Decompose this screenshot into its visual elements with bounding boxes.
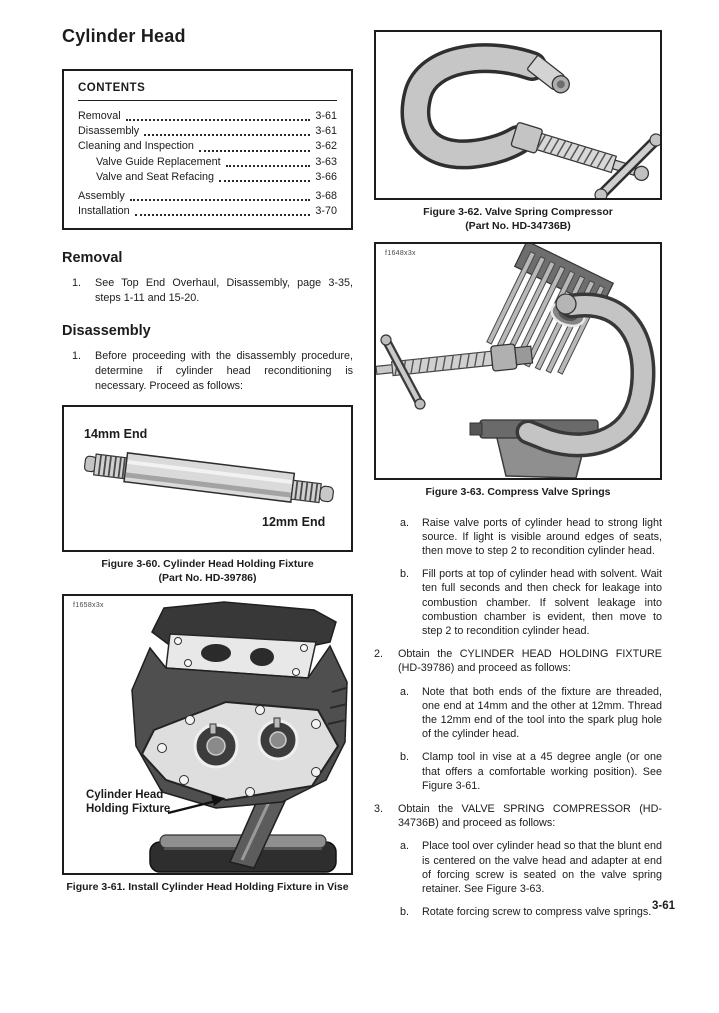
disassembly-heading: Disassembly — [62, 323, 151, 340]
step-number: 1. — [72, 350, 82, 363]
toc-label: Removal — [78, 110, 121, 122]
figure-3-60 — [62, 405, 353, 585]
substep-text: Raise valve ports of cylinder head to strong light source. If light is visible around edges of seats, then move to step 2 to recondition cylinder head. — [422, 516, 662, 557]
toc-entry-removal — [78, 109, 337, 124]
page-title: Cylinder Head — [62, 26, 186, 46]
disassembly-section — [62, 323, 353, 393]
caption-line-2: (Part No. HD-39786) — [158, 571, 257, 584]
substep-letter: a. — [400, 840, 410, 853]
contents-heading: CONTENTS — [78, 77, 337, 101]
step-number: 2. — [374, 648, 384, 661]
figure-3-61-caption: Figure 3-61. Install Cylinder Head Holding Fixture in Vise — [66, 881, 349, 894]
toc-label: Installation — [78, 205, 130, 218]
label-14mm-end: 14mm End — [84, 427, 148, 442]
removal-section — [62, 250, 353, 306]
substep-2b — [400, 750, 662, 793]
cylinder-head-in-vise-drawing — [64, 596, 351, 873]
toc-label: Assembly — [78, 190, 125, 203]
left-column — [62, 26, 353, 895]
figure-3-63 — [374, 242, 662, 500]
substep-text: Clamp tool in vise at a 45 degree angle (or one that offers a comfortable working position). See Figure 3-61. — [422, 751, 662, 792]
caption-line-2: (Part No. HD-34736B) — [465, 219, 571, 232]
substep-letter: b. — [400, 568, 410, 581]
figure-3-60-caption — [62, 558, 353, 585]
toc-entry-installation — [78, 204, 337, 219]
substep-text: Place tool over cylinder head so that the blunt end is centered on the valve head and adapter at end of forcing screw is seated on the valve spring retainer. See Figure 3-63. — [422, 840, 662, 895]
step-text: See Top End Overhaul, Disassembly, page 3-35, steps 1-11 and 15-20. — [95, 277, 353, 305]
toc-entry-assembly — [78, 189, 337, 204]
callout-line-1: Cylinder Head — [86, 789, 164, 802]
caption-line-1: Figure 3-60. Cylinder Head Holding Fixture — [101, 558, 314, 571]
photo-code: f1648x3x — [385, 250, 416, 257]
step-text: Obtain the CYLINDER HEAD HOLDING FIXTURE (HD-39786) and proceed as follows: — [398, 648, 662, 675]
step-3 — [374, 802, 662, 830]
photo-code: f1658x3x — [73, 602, 104, 610]
substep-3a — [400, 839, 662, 896]
toc-label: Valve and Seat Refacing — [96, 170, 215, 183]
figure-3-61-frame — [62, 594, 353, 875]
dot-leader — [144, 134, 310, 136]
toc-entry-valve-guide-replacement — [78, 155, 337, 170]
figure-3-63-frame — [374, 242, 662, 480]
disassembly-step-1 — [62, 349, 353, 393]
callout-line-2: Holding Fixture — [86, 803, 171, 816]
dot-leader — [126, 119, 311, 121]
removal-step-1 — [62, 276, 353, 306]
toc-entry-cleaning-inspection — [78, 139, 337, 154]
dot-leader — [199, 150, 311, 152]
toc-label: Valve Guide Replacement — [96, 155, 221, 168]
label-12mm-end: 12mm End — [262, 515, 326, 530]
toc-page: 3-61 — [315, 110, 337, 122]
removal-heading: Removal — [62, 250, 123, 267]
toc-page: 3-70 — [315, 205, 337, 218]
step-text: Before proceeding with the disassembly procedure, determine if cylinder head reconditioning is necessary. Proceed as follows: — [95, 350, 353, 392]
page-number: 3-61 — [651, 900, 675, 912]
figure-3-62-caption — [374, 206, 662, 233]
step-number: 3. — [374, 802, 384, 815]
substep-2a — [400, 685, 662, 742]
compress-valve-springs-drawing — [376, 244, 660, 478]
substep-letter: a. — [400, 685, 410, 698]
forcing-screw — [511, 122, 652, 187]
dot-leader — [130, 199, 311, 201]
figure-3-61 — [62, 594, 353, 895]
substep-letter: b. — [400, 751, 410, 764]
substep-1a — [400, 516, 662, 559]
toc-label: Cleaning and Inspection — [78, 140, 194, 153]
figure-3-62-frame — [374, 30, 662, 200]
dot-leader — [135, 214, 311, 216]
toc-page: 3-68 — [315, 190, 337, 203]
figure-3-60-frame — [62, 405, 353, 552]
toc-entry-valve-seat-refacing — [78, 170, 337, 185]
hex-rod — [83, 448, 335, 507]
right-column — [374, 30, 662, 928]
substep-3b — [400, 905, 662, 919]
figure-3-63-caption: Figure 3-63. Compress Valve Springs — [425, 486, 611, 498]
toc-page: 3-66 — [315, 170, 337, 183]
substep-text: Note that both ends of the fixture are threaded, one end at 14mm and the other at 12mm. Thread the 12mm end of the tool into the spark plug hole of the cylinder head. — [422, 685, 662, 741]
toc-page: 3-62 — [315, 140, 337, 153]
substep-1b — [400, 567, 662, 638]
dot-leader — [219, 180, 310, 182]
procedure-list — [374, 516, 662, 920]
dot-leader — [226, 165, 311, 167]
substep-letter: b. — [400, 906, 410, 919]
substep-letter: a. — [400, 516, 410, 529]
step-text: Obtain the VALVE SPRING COMPRESSOR (HD-34736B) and proceed as follows: — [398, 802, 662, 830]
valve-spring-compressor-drawing — [376, 32, 660, 198]
toc-page: 3-61 — [315, 125, 337, 138]
cylinder-head — [132, 602, 347, 808]
toc-entry-disassembly — [78, 124, 337, 139]
caption-line-1: Figure 3-62. Valve Spring Compressor — [423, 206, 613, 218]
toc-label: Disassembly — [78, 125, 140, 138]
contents-box — [62, 69, 353, 230]
figure-3-62 — [374, 30, 662, 233]
toc-page: 3-63 — [315, 155, 337, 168]
contents-list — [78, 109, 337, 219]
step-2 — [374, 647, 662, 675]
substep-text: Rotate forcing screw to compress valve springs. — [422, 906, 652, 919]
fixture-callout — [86, 788, 201, 816]
substep-text: Fill ports at top of cylinder head with solvent. Wait ten full seconds and then check for leakage into combustion chamber. If solvent leakage into combustion chamber is evident, then move to step 2 to recondition cylinder head. — [422, 568, 662, 637]
step-number: 1. — [72, 277, 82, 290]
